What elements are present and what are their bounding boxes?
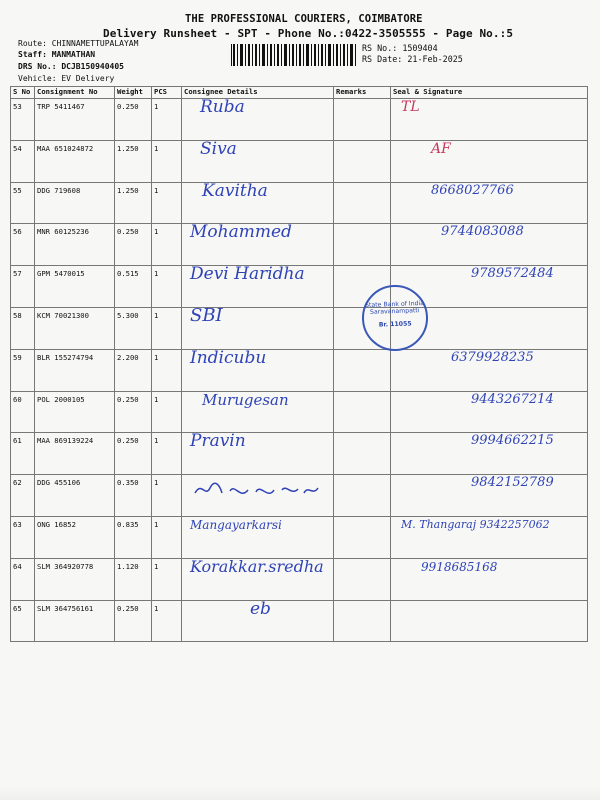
cell-pcs: 1	[152, 140, 182, 182]
cell-pcs: 1	[152, 307, 182, 349]
cell-consignment: GPM 5470015	[35, 266, 115, 308]
route-line	[18, 39, 138, 49]
cell-sno: 56	[11, 224, 35, 266]
cell-consignee: eb	[182, 600, 334, 642]
cell-seal	[391, 600, 588, 642]
col-consignment: Consignment No	[35, 87, 115, 99]
cell-remarks	[334, 433, 391, 475]
table-row	[11, 182, 588, 224]
vehicle-value: EV Delivery	[61, 74, 115, 83]
table-row	[11, 600, 588, 642]
cell-remarks	[334, 516, 391, 558]
cell-weight: 5.300	[115, 307, 152, 349]
cell-sno: 58	[11, 307, 35, 349]
cell-consignment: KCM 70021300	[35, 307, 115, 349]
cell-remarks	[334, 224, 391, 266]
cell-weight: 0.250	[115, 391, 152, 433]
col-sno: S No	[11, 87, 35, 99]
cell-pcs: 1	[152, 266, 182, 308]
cell-consignment: TRP 5411467	[35, 99, 115, 141]
cell-seal: 6379928235	[391, 349, 588, 391]
company-title: THE PROFESSIONAL COURIERS, COIMBATORE	[185, 13, 423, 25]
stamp-code: Br. 11055	[378, 320, 412, 329]
cell-remarks	[334, 349, 391, 391]
cell-consignment: MNR 60125236	[35, 224, 115, 266]
rs-no	[362, 43, 463, 54]
cell-sno: 54	[11, 140, 35, 182]
route-value: CHINNAMETTUPALAYAM	[51, 39, 139, 48]
table-row	[11, 99, 588, 141]
cell-seal: 9994662215	[391, 433, 588, 475]
col-weight: Weight	[115, 87, 152, 99]
cell-weight: 0.515	[115, 266, 152, 308]
table-row	[11, 516, 588, 558]
table-row	[11, 558, 588, 600]
cell-consignee: Siva	[182, 140, 334, 182]
table-row	[11, 475, 588, 517]
cell-seal: TL	[391, 99, 588, 141]
cell-consignment: DDG 719608	[35, 182, 115, 224]
cell-sno: 53	[11, 99, 35, 141]
cell-weight: 0.250	[115, 224, 152, 266]
cell-sno: 57	[11, 266, 35, 308]
cell-sno: 63	[11, 516, 35, 558]
cell-consignee: SBI	[182, 307, 334, 349]
stamp-branch: Saravanampatti	[369, 307, 420, 316]
cell-consignee: Ruba	[182, 99, 334, 141]
cell-consignee: Indicubu	[182, 349, 334, 391]
drs-label: DRS No.:	[18, 62, 57, 71]
cell-remarks	[334, 391, 391, 433]
cell-seal: 9744083088	[391, 224, 588, 266]
tamil-handwriting-icon	[190, 478, 330, 502]
cell-consignment: POL 2000105	[35, 391, 115, 433]
cell-weight: 0.250	[115, 433, 152, 475]
cell-consignee: Korakkar.sredha	[182, 558, 334, 600]
cell-consignee: Mohammed	[182, 224, 334, 266]
cell-consignee: Devi Haridha	[182, 266, 334, 308]
table-row	[11, 307, 588, 349]
vehicle-line	[18, 74, 114, 84]
cell-sno: 55	[11, 182, 35, 224]
cell-seal: 8668027766	[391, 182, 588, 224]
cell-sno: 60	[11, 391, 35, 433]
col-pcs: PCS	[152, 87, 182, 99]
cell-consignment: DDG 455106	[35, 475, 115, 517]
runsheet-table	[10, 86, 588, 642]
cell-weight: 1.250	[115, 182, 152, 224]
cell-consignee: Pravin	[182, 433, 334, 475]
rs-no-value: 1509404	[402, 43, 438, 53]
table-header-row	[11, 87, 588, 99]
rs-date-value: 21-Feb-2025	[407, 54, 463, 64]
cell-pcs: 1	[152, 558, 182, 600]
table-row	[11, 140, 588, 182]
staff-value: MANMATHAN	[51, 50, 96, 59]
cell-consignment: ONG 16852	[35, 516, 115, 558]
cell-sno: 61	[11, 433, 35, 475]
cell-weight: 0.835	[115, 516, 152, 558]
cell-consignment: BLR 155274794	[35, 349, 115, 391]
col-seal: Seal & Signature	[391, 87, 588, 99]
cell-pcs: 1	[152, 391, 182, 433]
cell-remarks	[334, 182, 391, 224]
cell-seal: AF	[391, 140, 588, 182]
table-row	[11, 391, 588, 433]
cell-consignee	[182, 475, 334, 517]
cell-sno: 62	[11, 475, 35, 517]
drs-line	[18, 62, 124, 72]
cell-consignment: MAA 651024872	[35, 140, 115, 182]
cell-consignee: Murugesan	[182, 391, 334, 433]
cell-weight: 0.250	[115, 600, 152, 642]
cell-sno: 65	[11, 600, 35, 642]
rs-no-label: RS No.:	[362, 43, 398, 53]
cell-pcs: 1	[152, 224, 182, 266]
cell-weight: 1.250	[115, 140, 152, 182]
runsheet-title: Delivery Runsheet - SPT - Phone No.:0422-3505555 - Page No.:5	[103, 27, 514, 40]
cell-seal: 9918685168	[391, 558, 588, 600]
cell-consignment: SLM 364920778	[35, 558, 115, 600]
cell-weight: 2.200	[115, 349, 152, 391]
table-row	[11, 433, 588, 475]
cell-sno: 64	[11, 558, 35, 600]
barcode	[230, 43, 357, 67]
cell-weight: 0.250	[115, 99, 152, 141]
cell-consignee: Kavitha	[182, 182, 334, 224]
cell-seal: M. Thangaraj 9342257062	[391, 516, 588, 558]
cell-consignment: MAA 869139224	[35, 433, 115, 475]
route-label: Route:	[18, 39, 47, 48]
cell-remarks	[334, 99, 391, 141]
col-consignee: Consignee Details	[182, 87, 334, 99]
rs-date	[362, 54, 463, 65]
vehicle-label: Vehicle:	[18, 74, 57, 83]
cell-pcs: 1	[152, 182, 182, 224]
cell-weight: 0.350	[115, 475, 152, 517]
cell-pcs: 1	[152, 433, 182, 475]
cell-pcs: 1	[152, 516, 182, 558]
cell-sno: 59	[11, 349, 35, 391]
page-bottom-edge	[0, 786, 600, 800]
stamp-bank: State Bank of India	[364, 299, 425, 310]
cell-remarks	[334, 558, 391, 600]
cell-seal: 9443267214	[391, 391, 588, 433]
table-row	[11, 266, 588, 308]
cell-seal: 9789572484	[391, 266, 588, 308]
staff-line	[18, 50, 95, 60]
cell-seal: 9842152789	[391, 475, 588, 517]
runsheet-table-wrap	[10, 86, 587, 632]
rs-date-label: RS Date:	[362, 54, 403, 64]
cell-pcs: 1	[152, 99, 182, 141]
cell-remarks	[334, 475, 391, 517]
cell-consignment: SLM 364756161	[35, 600, 115, 642]
cell-pcs: 1	[152, 349, 182, 391]
cell-weight: 1.120	[115, 558, 152, 600]
table-row	[11, 349, 588, 391]
cell-pcs: 1	[152, 475, 182, 517]
table-row	[11, 224, 588, 266]
cell-pcs: 1	[152, 600, 182, 642]
col-remarks: Remarks	[334, 87, 391, 99]
cell-remarks	[334, 600, 391, 642]
rs-info	[362, 43, 463, 65]
cell-consignee: Mangayarkarsi	[182, 516, 334, 558]
drs-value: DCJB150940405	[61, 62, 124, 71]
cell-remarks	[334, 140, 391, 182]
staff-label: Staff:	[18, 50, 47, 59]
